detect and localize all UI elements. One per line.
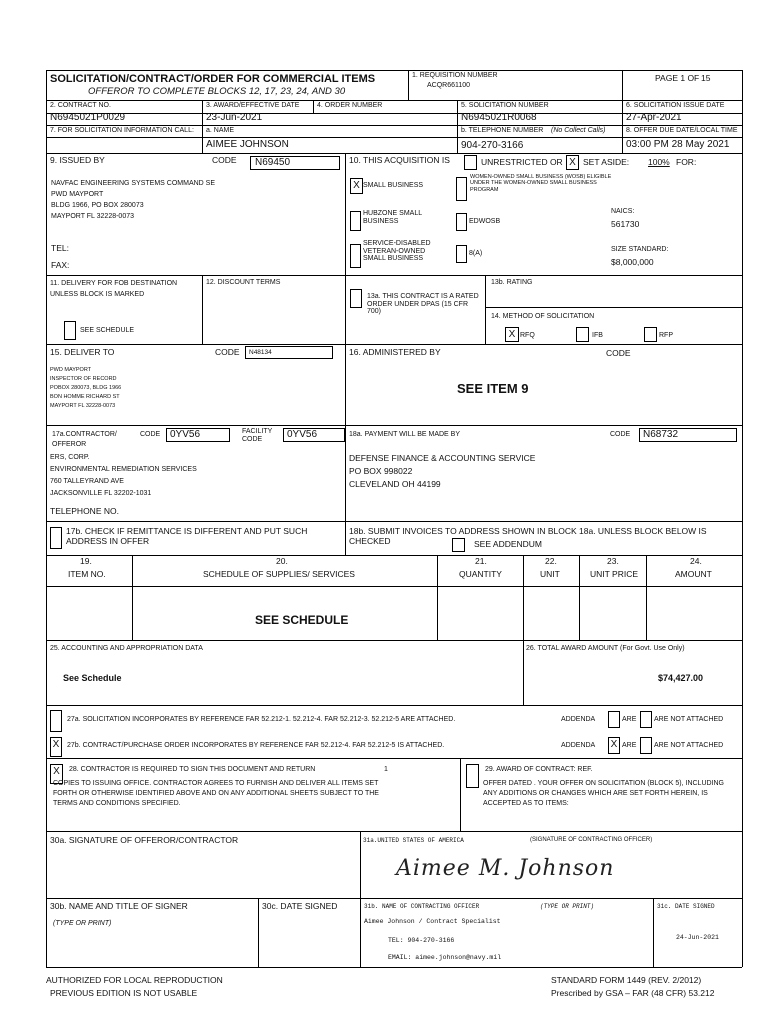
- rule: [46, 125, 742, 126]
- rule: [46, 425, 742, 426]
- payment-label: 18a. PAYMENT WILL BE MADE BY: [349, 431, 460, 438]
- hubzone-label: HUBZONE SMALL BUSINESS: [363, 210, 422, 225]
- rule: [313, 100, 314, 113]
- rfq-checkbox[interactable]: X: [505, 327, 519, 342]
- co-date: 24-Jun-2021: [676, 934, 719, 941]
- co-email: EMAIL: aimee.johnson@navy.mil: [388, 954, 502, 961]
- edwosb-label: EDWOSB: [469, 218, 501, 225]
- tel-label: TEL:: [51, 243, 69, 253]
- contract-no-value: N6945021P0029: [50, 112, 126, 123]
- acquisition-label: 10. THIS ACQUISITION IS: [349, 155, 450, 165]
- size-standard-value: $8,000,000: [611, 257, 654, 267]
- total-award-value: $74,427.00: [658, 673, 704, 683]
- co-date-label: 31c. DATE SIGNED: [657, 903, 715, 910]
- rule: [132, 555, 133, 640]
- 27b-are: ARE: [622, 742, 637, 749]
- administered-by-code-label: CODE: [606, 348, 631, 358]
- name-value: AIMEE JOHNSON: [206, 139, 289, 150]
- 27a-are: ARE: [622, 716, 637, 723]
- footer-right-1: STANDARD FORM 1449 (REV. 2/2012): [551, 975, 702, 985]
- edwosb-checkbox[interactable]: [456, 213, 467, 231]
- issued-by-address-1: NAVFAC ENGINEERING SYSTEMS COMMAND SE: [51, 180, 216, 187]
- delivery-fob-label: 11. DELIVERY FOR FOB DESTINATION UNLESS BLOCK IS MARKED: [50, 280, 178, 298]
- deliver-to-code-label: CODE: [215, 347, 240, 357]
- addendum-label: SEE ADDENDUM: [474, 539, 543, 549]
- footer-left-2: PREVIOUS EDITION IS NOT USABLE: [50, 988, 198, 998]
- telephone-label: TELEPHONE NO.: [50, 506, 119, 516]
- unrestricted-checkbox[interactable]: [464, 155, 477, 170]
- 27b-are-checkbox[interactable]: X: [608, 737, 620, 754]
- discount-terms-label: 12. DISCOUNT TERMS: [206, 279, 281, 286]
- rule: [46, 275, 742, 276]
- 8a-label: 8(A): [469, 250, 483, 257]
- rule: [46, 70, 47, 967]
- rule: [360, 831, 361, 967]
- rule: [46, 640, 742, 641]
- col24-label: AMOUNT: [675, 569, 712, 579]
- small-business-checkbox[interactable]: X: [350, 178, 363, 194]
- see-item-9: SEE ITEM 9: [457, 381, 529, 396]
- offer-due-value: 03:00 PM 28 May 2021: [626, 139, 730, 150]
- col24-num: 24.: [690, 556, 702, 566]
- name-label: a. NAME: [206, 127, 235, 134]
- col22-label: UNIT: [540, 569, 560, 579]
- issued-by-address-2: PWD MAYPORT: [51, 191, 104, 198]
- deliver-to-address-5: MAYPORT FL 32228-0073: [50, 403, 116, 409]
- deliver-to-code: N48134: [245, 346, 333, 359]
- remittance-label: 17b. CHECK IF REMITTANCE IS DIFFERENT AND PUT SUCH ADDRESS IN OFFER: [66, 526, 308, 546]
- rule: [258, 898, 259, 967]
- set-aside-percent: 100%: [648, 157, 670, 167]
- phone-note: (No Collect Calls): [551, 127, 606, 134]
- naics-value: 561730: [611, 219, 640, 229]
- accounting-value: See Schedule: [63, 673, 122, 683]
- facility-code: 0YV56: [283, 428, 345, 442]
- rfq-label: RFQ: [520, 332, 535, 339]
- rule: [437, 555, 438, 640]
- rule: [46, 555, 742, 556]
- offeror-signature-label: 30a. SIGNATURE OF OFFEROR/CONTRACTOR: [50, 835, 239, 845]
- facility-code-label: FACILITY CODE: [242, 428, 273, 443]
- col20-label: SCHEDULE OF SUPPLIES/ SERVICES: [203, 569, 355, 579]
- addendum-checkbox[interactable]: [452, 538, 465, 552]
- contractor-code-label: CODE: [140, 431, 161, 438]
- rule: [653, 898, 654, 967]
- issued-by-address-4: MAYPORT FL 32228-0073: [51, 213, 135, 220]
- payment-code: N68732: [639, 428, 737, 442]
- form-title: SOLICITATION/CONTRACT/ORDER FOR COMMERCIAL ITEMS: [50, 73, 376, 85]
- rfp-checkbox[interactable]: [644, 327, 657, 342]
- rule: [202, 100, 203, 153]
- 28-text2: COPIES TO ISSUING OFFICE. CONTRACTOR AGREES TO FURNISH AND DELIVER ALL ITEMS SET FORTH OR OTHERWISE IDENTIFIED ABOVE AND ON ANY ADDITIONAL SHEETS SUBJECT TO THE TERMS AND CONDITIONS SPECIFIED.: [53, 780, 379, 808]
- rule: [457, 100, 458, 153]
- col21-label: QUANTITY: [459, 569, 502, 579]
- rule: [579, 555, 580, 640]
- see-schedule-label: SEE SCHEDULE: [80, 327, 135, 334]
- rule: [46, 831, 742, 832]
- rating-label: 13b. RATING: [491, 279, 533, 286]
- phone-label: b. TELEPHONE NUMBER: [461, 127, 544, 134]
- award-date-value: 23-Jun-2021: [206, 112, 263, 123]
- rule: [46, 521, 742, 522]
- 27b-not-checkbox[interactable]: [640, 737, 652, 754]
- 27b-addenda: ADDENDA: [561, 742, 596, 749]
- rfp-label: RFP: [659, 332, 673, 339]
- payment-code-label: CODE: [610, 431, 631, 438]
- rule: [46, 70, 742, 71]
- 27a-text: 27a. SOLICITATION INCORPORATES BY REFERENCE FAR 52.212-1. 52.212-4. FAR 52.212-3. 52.212-5 ARE ATTACHED.: [67, 716, 456, 723]
- ifb-label: IFB: [592, 332, 603, 339]
- deliver-to-address-4: BON HOMME RICHARD ST: [50, 394, 120, 400]
- col22-num: 22.: [545, 556, 557, 566]
- col19-label: ITEM NO.: [68, 569, 106, 579]
- rule: [46, 153, 742, 154]
- 27b-text: 27b. CONTRACT/PURCHASE ORDER INCORPORATES BY REFERENCE FAR 52.212-4. FAR 52.212-5 IS ATTACHED.: [67, 742, 445, 749]
- naics-label: NAICS:: [611, 208, 635, 215]
- rule: [523, 640, 524, 705]
- 29-checkbox[interactable]: [466, 764, 479, 788]
- 27a-checkbox[interactable]: [50, 710, 62, 732]
- footer-right-2: Prescribed by GSA – FAR (48 CFR) 53.212: [551, 988, 715, 998]
- co-tel: TEL: 904-270-3166: [388, 937, 455, 944]
- size-standard-label: SIZE STANDARD:: [611, 246, 669, 253]
- usa-label: 31a.UNITED STATES OF AMERICA: [363, 837, 464, 844]
- wosb-label: WOMEN-OWNED SMALL BUSINESS (WOSB) ELIGIBLE UNDER THE WOMEN-OWNED SMALL BUSINESS PROGRAM: [470, 174, 612, 193]
- payment-address-1: DEFENSE FINANCE & ACCOUNTING SERVICE: [349, 453, 536, 463]
- col21-num: 21.: [475, 556, 487, 566]
- co-signature-label: (SIGNATURE OF CONTRACTING OFFICER): [530, 837, 653, 843]
- 8a-checkbox[interactable]: [456, 245, 467, 263]
- issued-by-code: N69450: [250, 156, 340, 170]
- contractor-address-2: ENVIRONMENTAL REMEDIATION SERVICES: [50, 466, 197, 473]
- see-schedule-checkbox[interactable]: [64, 321, 76, 340]
- requisition-label: 1. REQUISITION NUMBER: [412, 72, 498, 79]
- issue-date-value: 27-Apr-2021: [626, 112, 682, 123]
- co-name-label: 31b. NAME OF CONTRACTING OFFICER: [364, 903, 480, 910]
- 27a-not: ARE NOT ATTACHED: [654, 716, 724, 723]
- deliver-to-address-2: INSPECTOR OF RECORD: [50, 376, 117, 382]
- set-aside-label: SET ASIDE:: [583, 157, 630, 167]
- 28-checkbox[interactable]: X: [50, 764, 63, 784]
- rule: [46, 586, 742, 587]
- payment-address-2: PO BOX 998022: [349, 466, 413, 476]
- rated-order-label: 13a. THIS CONTRACT IS A RATED ORDER UNDER DPAS (15 CFR 700): [367, 293, 479, 316]
- remittance-checkbox[interactable]: [50, 527, 62, 549]
- signer-type: (TYPE OR PRINT): [53, 920, 112, 927]
- award-date-label: 3. AWARD/EFFECTIVE DATE: [206, 102, 300, 109]
- requisition-value: ACQR661100: [427, 82, 471, 89]
- rule: [46, 344, 742, 345]
- col23-label: UNIT PRICE: [590, 569, 639, 579]
- method-label: 14. METHOD OF SOLICITATION: [491, 313, 595, 320]
- contractor-address-1: ERS, CORP.: [50, 454, 90, 461]
- phone-value: 904-270-3166: [461, 140, 524, 151]
- solicitation-number-value: N6945021R0068: [461, 112, 537, 123]
- deliver-to-address-1: PWD MAYPORT: [50, 367, 92, 373]
- fax-label: FAX:: [51, 260, 70, 270]
- page-label: PAGE 1 OF: [655, 73, 700, 83]
- set-aside-checkbox[interactable]: X: [566, 155, 579, 170]
- rule: [622, 70, 623, 153]
- unrestricted-label: UNRESTRICTED OR: [481, 157, 563, 167]
- 27a-are-checkbox[interactable]: [608, 711, 620, 728]
- rule: [46, 967, 742, 968]
- rule: [485, 307, 742, 308]
- 27b-not: ARE NOT ATTACHED: [654, 742, 724, 749]
- contracting-officer-signature: Aimee M. Johnson: [396, 856, 615, 881]
- 28-copies: 1: [384, 766, 388, 773]
- see-schedule-heading: SEE SCHEDULE: [255, 613, 349, 627]
- rule: [345, 153, 346, 555]
- col19-num: 19.: [80, 556, 92, 566]
- rule: [46, 100, 742, 101]
- signer-name-label: 30b. NAME AND TITLE OF SIGNER: [50, 901, 188, 911]
- rule: [408, 70, 409, 100]
- rule: [46, 705, 742, 706]
- total-award-label: 26. TOTAL AWARD AMOUNT (For Govt. Use Only): [526, 645, 685, 652]
- rule: [485, 275, 486, 344]
- issued-by-code-label: CODE: [212, 155, 237, 165]
- sdvosb-label: SERVICE-DISABLED VETERAN-OWNED SMALL BUSINESS: [363, 240, 431, 263]
- administered-by-label: 16. ADMINISTERED BY: [349, 347, 441, 357]
- 28-text: 28. CONTRACTOR IS REQUIRED TO SIGN THIS DOCUMENT AND RETURN: [69, 766, 316, 773]
- issue-date-label: 6. SOLICITATION ISSUE DATE: [626, 102, 725, 109]
- solicitation-info-label: 7. FOR SOLICITATION INFORMATION CALL:: [50, 127, 194, 134]
- ifb-checkbox[interactable]: [576, 327, 589, 342]
- rule: [742, 70, 743, 967]
- contractor-address-4: JACKSONVILLE FL 32202-1031: [50, 490, 152, 497]
- issued-by-label: 9. ISSUED BY: [50, 155, 105, 165]
- contractor-code: 0YV56: [166, 428, 230, 442]
- rule: [46, 137, 742, 138]
- submit-invoices-label: 18b. SUBMIT INVOICES TO ADDRESS SHOWN IN BLOCK 18a. UNLESS BLOCK BELOW IS CHECKED: [349, 526, 707, 546]
- 27a-not-checkbox[interactable]: [640, 711, 652, 728]
- issued-by-address-3: BLDG 1966, PO BOX 280073: [51, 202, 144, 209]
- set-aside-for: FOR:: [676, 157, 697, 167]
- rule: [646, 555, 647, 640]
- accounting-label: 25. ACCOUNTING AND APPROPRIATION DATA: [50, 645, 203, 652]
- contract-no-label: 2. CONTRACT NO.: [50, 102, 111, 109]
- rule: [523, 555, 524, 640]
- 29-award: 29. AWARD OF CONTRACT: REF.: [485, 766, 593, 773]
- 27a-addenda: ADDENDA: [561, 716, 596, 723]
- 29-offer: OFFER DATED . YOUR OFFER ON SOLICITATION (BLOCK 5), INCLUDING ANY ADDITIONS OR CHANGES WHICH ARE SET FORTH HEREIN, IS ACCEPTED AS TO ITEMS:: [483, 780, 725, 808]
- sdvosb-checkbox[interactable]: [350, 244, 361, 268]
- contractor-label: 17a.CONTRACTOR/ OFFEROR: [52, 431, 117, 449]
- hubzone-checkbox[interactable]: [350, 211, 361, 231]
- co-name: Aimee Johnson / Contract Specialist: [364, 918, 501, 925]
- rule: [46, 898, 742, 899]
- payment-address-3: CLEVELAND OH 44199: [349, 479, 441, 489]
- rated-order-checkbox[interactable]: [350, 289, 362, 308]
- solicitation-number-label: 5. SOLICITATION NUMBER: [461, 102, 549, 109]
- date-signed-label: 30c. DATE SIGNED: [262, 901, 338, 911]
- deliver-to-address-3: POBOX 280073, BLDG 1966: [50, 385, 122, 391]
- order-number-label: 4. ORDER NUMBER: [317, 102, 383, 109]
- rule: [460, 758, 461, 831]
- rule: [46, 758, 742, 759]
- col23-num: 23.: [607, 556, 619, 566]
- contractor-address-3: 760 TALLEYRAND AVE: [50, 478, 124, 485]
- 27b-checkbox[interactable]: X: [50, 737, 62, 757]
- form-subtitle: OFFEROR TO COMPLETE BLOCKS 12, 17, 23, 24, AND 30: [88, 86, 346, 97]
- rule: [202, 275, 203, 344]
- footer-left-1: AUTHORIZED FOR LOCAL REPRODUCTION: [46, 975, 223, 985]
- page-total: 15: [701, 73, 711, 83]
- col20-num: 20.: [276, 556, 288, 566]
- co-type: (TYPE OR PRINT): [540, 903, 595, 910]
- offer-due-label: 8. OFFER DUE DATE/LOCAL TIME: [626, 127, 738, 134]
- wosb-checkbox[interactable]: [456, 177, 467, 201]
- small-business-label: SMALL BUSINESS: [363, 182, 424, 189]
- deliver-to-label: 15. DELIVER TO: [50, 347, 115, 357]
